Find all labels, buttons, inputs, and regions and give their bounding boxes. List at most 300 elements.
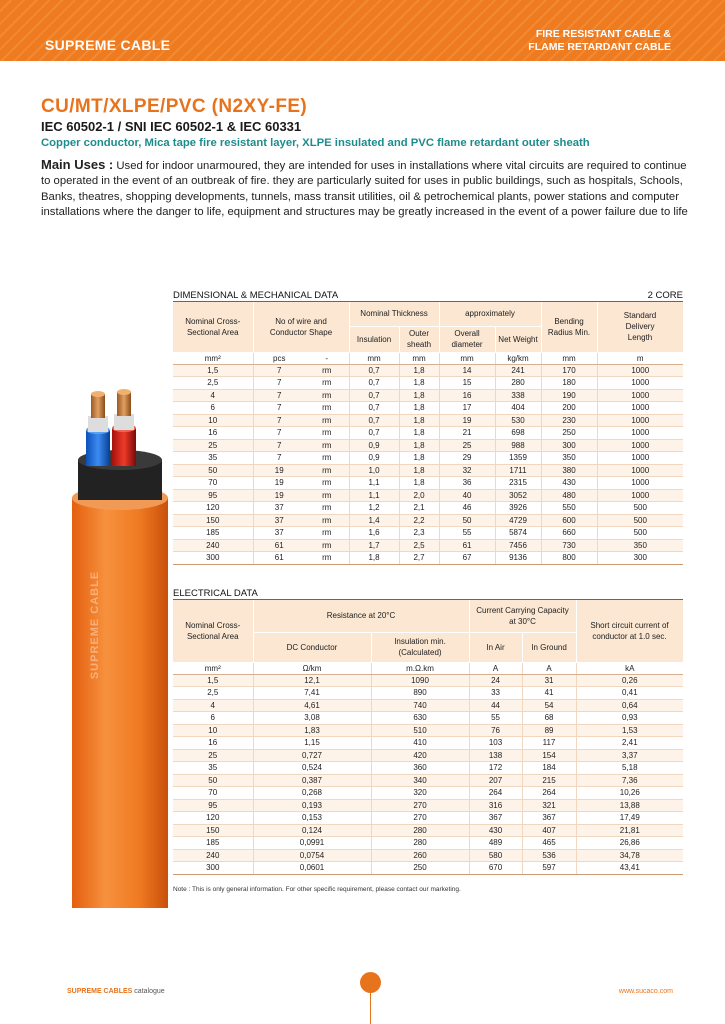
table-cell: rm [305, 477, 349, 490]
table-cell: 16 [173, 427, 253, 440]
table-cell: 0,64 [576, 699, 683, 712]
table-cell: 180 [541, 377, 597, 390]
table-cell: 1,0 [349, 464, 399, 477]
table-cell: 3052 [495, 489, 541, 502]
table-cell: 0,9 [349, 452, 399, 465]
unit-cell: mm [399, 352, 439, 364]
table-cell: 270 [371, 799, 469, 812]
table-row [173, 514, 683, 527]
table-cell: 350 [541, 452, 597, 465]
table-cell: 350 [597, 539, 683, 552]
table-cell: 26,86 [576, 837, 683, 850]
table-cell: 300 [541, 439, 597, 452]
table-row [173, 699, 683, 712]
table-cell: 0,153 [253, 812, 371, 825]
table-cell: 37 [253, 514, 305, 527]
table-cell: 0,7 [349, 377, 399, 390]
table-cell: 6 [173, 712, 253, 725]
table-cell: 0,0754 [253, 849, 371, 862]
table-cell: 1,4 [349, 514, 399, 527]
unit-cell: pcs [253, 352, 305, 364]
col-header-nominal-thickness: Nominal Thickness [349, 302, 439, 326]
table-cell: 185 [173, 527, 253, 540]
table-cell: 489 [469, 837, 522, 850]
table-cell: 241 [495, 364, 541, 377]
table-cell: 1,1 [349, 477, 399, 490]
unit-cell: mm² [173, 662, 253, 674]
table-cell: 1359 [495, 452, 541, 465]
table-cell: 1,15 [253, 737, 371, 750]
el-col-header-short-circuit: Short circuit current of conductor at 1.0 sec. [576, 600, 683, 662]
table-cell: 15 [439, 377, 495, 390]
table-cell: 5,18 [576, 762, 683, 775]
table-cell: 1,83 [253, 724, 371, 737]
table-cell: 40 [439, 489, 495, 502]
table-cell: 264 [469, 787, 522, 800]
table-cell: 50 [439, 514, 495, 527]
table-cell: 367 [522, 812, 576, 825]
table-cell: 465 [522, 837, 576, 850]
table-cell: 9136 [495, 552, 541, 565]
table-cell: 36 [439, 477, 495, 490]
cable-print-text: SUPREME CABLE [88, 570, 101, 680]
table-cell: 2,41 [576, 737, 683, 750]
unit-cell: m.Ω.km [371, 662, 469, 674]
table-cell: 260 [371, 849, 469, 862]
table-cell: rm [305, 389, 349, 402]
table-cell: 19 [253, 477, 305, 490]
main-uses-label: Main Uses : [41, 157, 114, 172]
table-row [173, 427, 683, 440]
table-cell: 367 [469, 812, 522, 825]
table-cell: 300 [597, 552, 683, 565]
table-cell: 184 [522, 762, 576, 775]
table-cell: 31 [522, 674, 576, 687]
table-cell: 7 [253, 364, 305, 377]
table-cell: 500 [597, 514, 683, 527]
red-core [112, 428, 136, 466]
table-cell: 430 [469, 824, 522, 837]
table-row [173, 414, 683, 427]
unit-cell: mm [439, 352, 495, 364]
dimensional-caption: DIMENSIONAL & MECHANICAL DATA [173, 290, 339, 301]
col-header-outer-sheath: Outer sheath [399, 326, 439, 352]
col-header-wires: No of wire and Conductor Shape [253, 302, 349, 352]
table-cell: 200 [541, 402, 597, 415]
cable-illustration [58, 388, 178, 908]
el-col-header-in-ground: In Ground [522, 632, 576, 662]
col-header-bending-radius: Bending Radius Min. [541, 302, 597, 352]
table-cell: rm [305, 464, 349, 477]
table-cell: 430 [541, 477, 597, 490]
table-row [173, 737, 683, 750]
table-cell: 670 [469, 862, 522, 875]
table-cell: 4 [173, 389, 253, 402]
table-row [173, 762, 683, 775]
table-row [173, 402, 683, 415]
table-cell: 1000 [597, 377, 683, 390]
table-cell: 17,49 [576, 812, 683, 825]
table-row [173, 527, 683, 540]
table-row [173, 862, 683, 875]
copper-conductor-1-top [91, 391, 105, 397]
table-cell: 67 [439, 552, 495, 565]
table-cell: 698 [495, 427, 541, 440]
table-cell: 597 [522, 862, 576, 875]
table-cell: 120 [173, 502, 253, 515]
page-header-band [0, 0, 725, 61]
table-cell: 41 [522, 687, 576, 700]
table-cell: 660 [541, 527, 597, 540]
table-cell: 280 [495, 377, 541, 390]
table-cell: 61 [439, 539, 495, 552]
table-cell: 138 [469, 749, 522, 762]
table-row [173, 539, 683, 552]
product-title: CU/MT/XLPE/PVC (N2XY-FE) [41, 96, 308, 117]
table-cell: 1,6 [349, 527, 399, 540]
cable-print-label [85, 560, 105, 690]
table-cell: 172 [469, 762, 522, 775]
table-cell: 21 [439, 427, 495, 440]
table-cell: 338 [495, 389, 541, 402]
header-category-line1: FIRE RESISTANT CABLE & [535, 28, 671, 40]
table-cell: 420 [371, 749, 469, 762]
table-cell: 1,8 [399, 427, 439, 440]
electrical-caption: ELECTRICAL DATA [173, 588, 258, 599]
table-cell: 240 [173, 539, 253, 552]
table-cell: 0,0991 [253, 837, 371, 850]
unit-cell: A [469, 662, 522, 674]
table-cell: 1000 [597, 452, 683, 465]
table-cell: 300 [173, 552, 253, 565]
table-row [173, 452, 683, 465]
table-cell: 7 [253, 402, 305, 415]
table-cell: 19 [253, 489, 305, 502]
table-cell: 2315 [495, 477, 541, 490]
dimensional-units-row [173, 352, 683, 364]
table-cell: 1,7 [349, 539, 399, 552]
table-cell: 0,0601 [253, 862, 371, 875]
table-row [173, 464, 683, 477]
table-cell: 530 [495, 414, 541, 427]
table-cell: 1,1 [349, 489, 399, 502]
table-cell: 61 [253, 552, 305, 565]
table-cell: 800 [541, 552, 597, 565]
dimensional-table [173, 302, 684, 565]
table-cell: 54 [522, 699, 576, 712]
table-cell: 0,268 [253, 787, 371, 800]
table-cell: 55 [469, 712, 522, 725]
table-cell: 280 [371, 824, 469, 837]
table-cell: 1000 [597, 427, 683, 440]
table-cell: 24 [469, 674, 522, 687]
mica-tape-blue [88, 416, 108, 432]
col-header-approximately: approximately [439, 302, 541, 326]
table-cell: 1,8 [399, 477, 439, 490]
table-cell: 50 [173, 464, 253, 477]
table-cell: rm [305, 439, 349, 452]
table-cell: 1,8 [349, 552, 399, 565]
table-row [173, 724, 683, 737]
table-cell: 19 [253, 464, 305, 477]
table-cell: 7 [253, 427, 305, 440]
table-cell: rm [305, 364, 349, 377]
table-row [173, 489, 683, 502]
table-cell: 46 [439, 502, 495, 515]
table-cell: 1711 [495, 464, 541, 477]
table-cell: 32 [439, 464, 495, 477]
product-standards: IEC 60502-1 / SNI IEC 60502-1 & IEC 60331 [41, 119, 302, 134]
table-cell: 2,1 [399, 502, 439, 515]
table-row [173, 477, 683, 490]
table-cell: rm [305, 402, 349, 415]
table-cell: 230 [541, 414, 597, 427]
table-cell: 35 [173, 452, 253, 465]
table-cell: 34,78 [576, 849, 683, 862]
table-row [173, 799, 683, 812]
table-cell: 0,9 [349, 439, 399, 452]
table-cell: 410 [371, 737, 469, 750]
table-cell: 2,5 [173, 687, 253, 700]
product-construction: Copper conductor, Mica tape fire resistant layer, XLPE insulated and PVC flame retardant outer sheath [41, 137, 590, 149]
table-cell: 2,5 [399, 539, 439, 552]
table-cell: rm [305, 377, 349, 390]
table-cell: 1000 [597, 364, 683, 377]
table-cell: 215 [522, 774, 576, 787]
table-cell: 76 [469, 724, 522, 737]
table-row [173, 774, 683, 787]
table-cell: 250 [371, 862, 469, 875]
table-cell: 600 [541, 514, 597, 527]
table-cell: 70 [173, 787, 253, 800]
table-cell: 320 [371, 787, 469, 800]
table-cell: 240 [173, 849, 253, 862]
table-cell: 25 [173, 749, 253, 762]
unit-cell: kA [576, 662, 683, 674]
table-cell: 13,88 [576, 799, 683, 812]
copper-conductor-2-top [117, 389, 131, 395]
table-cell: 5874 [495, 527, 541, 540]
table-cell: 10 [173, 414, 253, 427]
table-cell: 1,8 [399, 414, 439, 427]
table-cell: 264 [522, 787, 576, 800]
table-cell: 6 [173, 402, 253, 415]
table-cell: 1,2 [349, 502, 399, 515]
dimensional-core-count: 2 CORE [647, 290, 683, 301]
el-col-header-current-capacity: Current Carrying Capacity at 30°C [469, 600, 576, 632]
table-cell: 50 [173, 774, 253, 787]
blue-core [86, 430, 110, 466]
table-cell: 154 [522, 749, 576, 762]
table-cell: 103 [469, 737, 522, 750]
table-cell: 300 [173, 862, 253, 875]
table-row [173, 849, 683, 862]
table-cell: 14 [439, 364, 495, 377]
footer-line [370, 990, 371, 1024]
table-cell: rm [305, 527, 349, 540]
table-cell: 185 [173, 837, 253, 850]
table-cell: 730 [541, 539, 597, 552]
table-cell: 150 [173, 514, 253, 527]
table-cell: rm [305, 514, 349, 527]
table-cell: 740 [371, 699, 469, 712]
table-cell: 0,93 [576, 712, 683, 725]
table-cell: 4,61 [253, 699, 371, 712]
table-row [173, 712, 683, 725]
table-row [173, 787, 683, 800]
table-cell: 4729 [495, 514, 541, 527]
unit-cell: - [305, 352, 349, 364]
table-cell: 1,8 [399, 452, 439, 465]
table-cell: 1000 [597, 439, 683, 452]
table-cell: 1000 [597, 389, 683, 402]
col-header-net-weight: Net Weight [495, 326, 541, 352]
table-cell: 7456 [495, 539, 541, 552]
table-cell: 0,41 [576, 687, 683, 700]
table-row [173, 502, 683, 515]
table-cell: 190 [541, 389, 597, 402]
table-cell: 270 [371, 812, 469, 825]
table-cell: 280 [371, 837, 469, 850]
footer-catalogue: catalogue [134, 988, 165, 995]
unit-cell: m [597, 352, 683, 364]
table-cell: 0,7 [349, 389, 399, 402]
table-cell: 7,41 [253, 687, 371, 700]
table-row [173, 389, 683, 402]
table-cell: 55 [439, 527, 495, 540]
table-row [173, 824, 683, 837]
table-cell: 1090 [371, 674, 469, 687]
table-cell: rm [305, 452, 349, 465]
table-cell: 95 [173, 799, 253, 812]
table-cell: 1000 [597, 402, 683, 415]
table-cell: 33 [469, 687, 522, 700]
table-cell: 0,7 [349, 402, 399, 415]
table-cell: 44 [469, 699, 522, 712]
table-row [173, 552, 683, 565]
copper-conductor-2 [117, 392, 131, 416]
col-header-insulation: Insulation [349, 326, 399, 352]
table-cell: 1,53 [576, 724, 683, 737]
table-cell: 360 [371, 762, 469, 775]
table-cell: 12,1 [253, 674, 371, 687]
unit-cell: A [522, 662, 576, 674]
table-cell: 10 [173, 724, 253, 737]
table-cell: 0,387 [253, 774, 371, 787]
table-cell: 207 [469, 774, 522, 787]
copper-conductor-1 [91, 394, 105, 418]
main-uses [41, 157, 691, 220]
table-cell: 3,08 [253, 712, 371, 725]
table-cell: 35 [173, 762, 253, 775]
table-cell: 95 [173, 489, 253, 502]
table-cell: 0,26 [576, 674, 683, 687]
el-col-header-dc-conductor: DC Conductor [253, 632, 371, 662]
table-cell: rm [305, 539, 349, 552]
table-cell: 7 [253, 377, 305, 390]
table-cell: 340 [371, 774, 469, 787]
table-cell: 2,2 [399, 514, 439, 527]
table-cell: 3926 [495, 502, 541, 515]
table-cell: 37 [253, 502, 305, 515]
table-cell: 1,8 [399, 464, 439, 477]
table-cell: 117 [522, 737, 576, 750]
table-cell: 500 [597, 527, 683, 540]
table-cell: 321 [522, 799, 576, 812]
table-cell: 1000 [597, 477, 683, 490]
table-cell: 1,5 [173, 364, 253, 377]
table-cell: 16 [173, 737, 253, 750]
table-cell: 43,41 [576, 862, 683, 875]
table-cell: 0,7 [349, 364, 399, 377]
table-cell: 170 [541, 364, 597, 377]
table-cell: 7,36 [576, 774, 683, 787]
table-cell: rm [305, 552, 349, 565]
table-cell: 70 [173, 477, 253, 490]
table-cell: 1,5 [173, 674, 253, 687]
table-cell: 7 [253, 389, 305, 402]
table-cell: 480 [541, 489, 597, 502]
table-cell: rm [305, 427, 349, 440]
mica-tape-red [114, 414, 134, 430]
table-cell: 2,3 [399, 527, 439, 540]
footer-website[interactable]: www.sucaco.com [618, 988, 673, 995]
electrical-table [173, 600, 684, 875]
table-cell: 1000 [597, 414, 683, 427]
table-cell: 3,37 [576, 749, 683, 762]
table-row [173, 749, 683, 762]
table-cell: 1,8 [399, 439, 439, 452]
table-cell: 29 [439, 452, 495, 465]
table-cell: 19 [439, 414, 495, 427]
table-row [173, 812, 683, 825]
table-cell: 500 [597, 502, 683, 515]
col-header-standard-length: Standard Delivery Length [597, 302, 683, 352]
table-row [173, 377, 683, 390]
header-category-line2: FLAME RETARDANT CABLE [528, 41, 671, 53]
table-cell: 21,81 [576, 824, 683, 837]
table-cell: 25 [173, 439, 253, 452]
table-cell: 0,193 [253, 799, 371, 812]
table-cell: 250 [541, 427, 597, 440]
table-cell: 0,727 [253, 749, 371, 762]
table-cell: 1,8 [399, 377, 439, 390]
header-brand: SUPREME CABLE [45, 37, 171, 53]
table-cell: rm [305, 502, 349, 515]
table-cell: 1,8 [399, 389, 439, 402]
table-cell: 380 [541, 464, 597, 477]
table-cell: 316 [469, 799, 522, 812]
table-cell: rm [305, 489, 349, 502]
footnote: Note : This is only general information. For other specific requirement, please contact our marketing. [173, 886, 461, 893]
unit-cell: kg/km [495, 352, 541, 364]
table-cell: 0,524 [253, 762, 371, 775]
table-cell: 0,7 [349, 414, 399, 427]
table-cell: 17 [439, 402, 495, 415]
electrical-units-row [173, 662, 683, 674]
table-cell: 510 [371, 724, 469, 737]
table-cell: 890 [371, 687, 469, 700]
table-cell: 630 [371, 712, 469, 725]
table-cell: 0,7 [349, 427, 399, 440]
table-cell: 404 [495, 402, 541, 415]
table-row [173, 687, 683, 700]
table-cell: 7 [253, 414, 305, 427]
unit-cell: mm [349, 352, 399, 364]
table-cell: 10,26 [576, 787, 683, 800]
table-cell: 25 [439, 439, 495, 452]
table-cell: 0,124 [253, 824, 371, 837]
